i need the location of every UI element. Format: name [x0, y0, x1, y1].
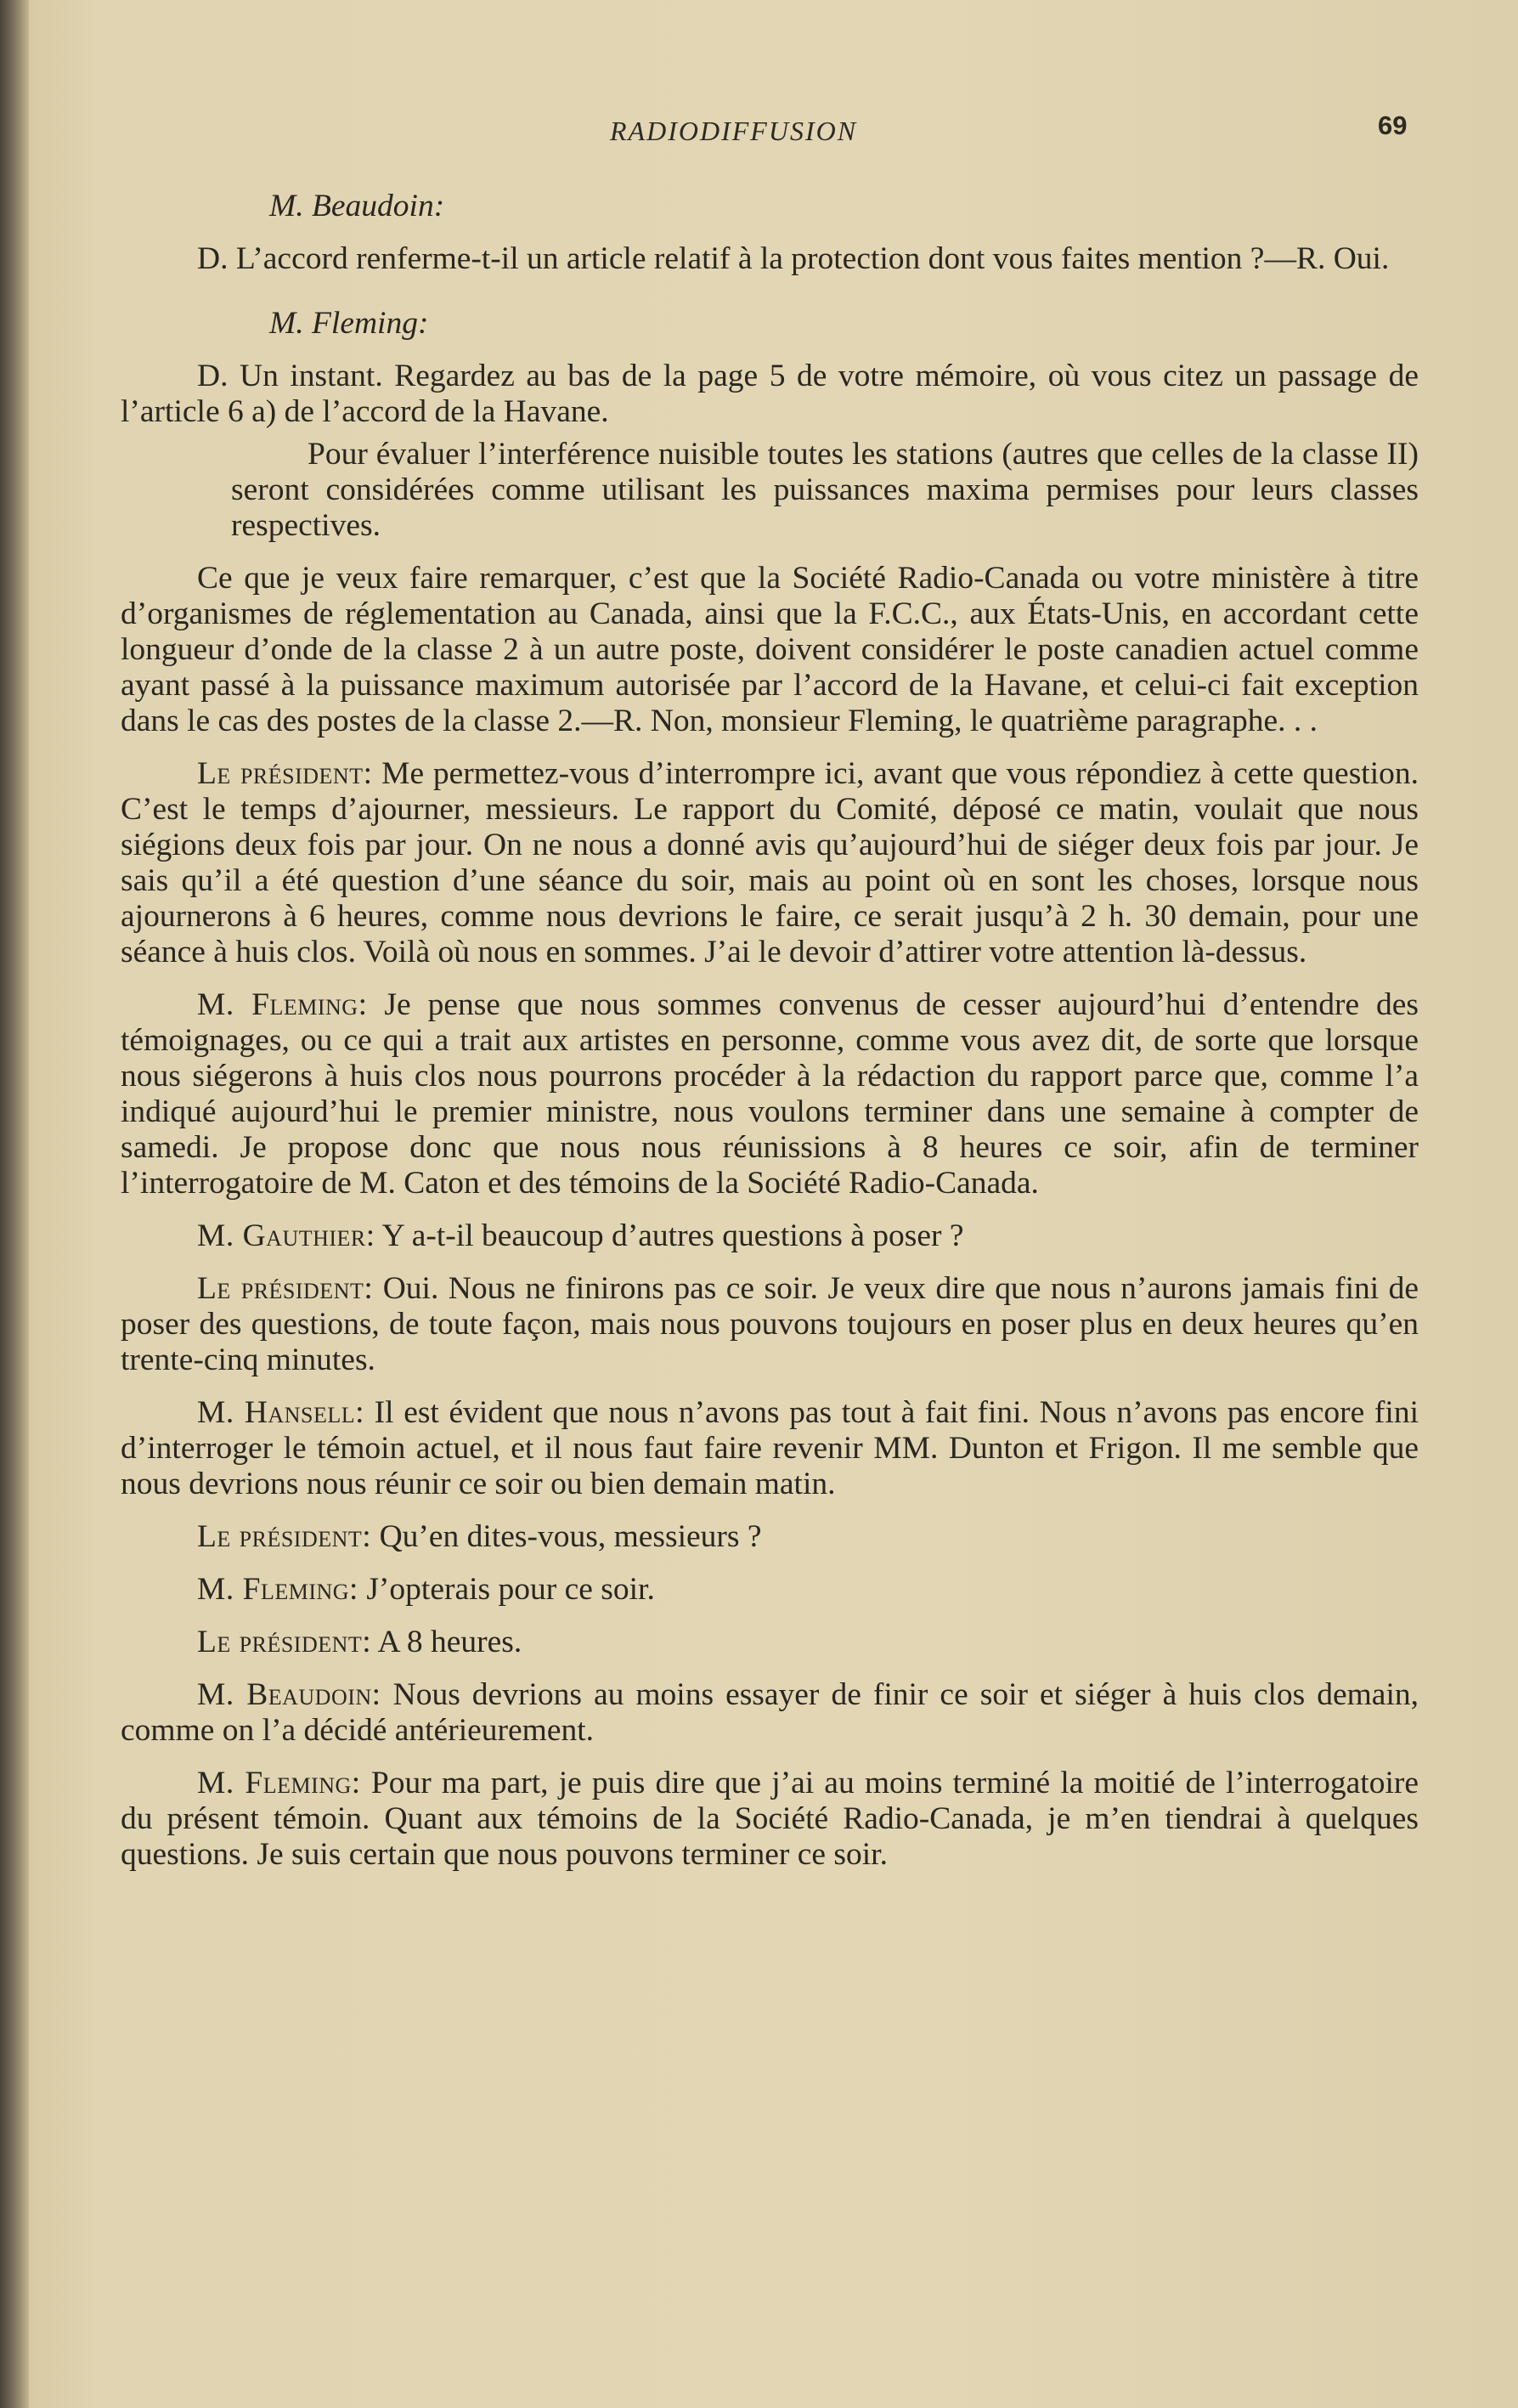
speech-paragraph	[121, 1766, 1419, 1873]
speech-text: Je pense que nous sommes convenus de cesser aujourd’hui d’entendre des témoignages, ou ce qui a trait aux artistes en personne, comme vous avez dit, de sorte que lorsque nous siégerons à huis clos nous pourrons procéder à la rédaction du rapport parce que, comme l’a indiqué aujourd’hui le premier ministre, nous voulons terminer dans une semaine à compter de samedi. Je propose donc que nous nous réunissions à 8 heures ce soir, afin de terminer l’interrogatoire de M. Caton et des témoins de la Société Radio-Canada.	[121, 987, 1419, 1201]
question-paragraph: D. L’accord renferme-t-il un article relatif à la protection dont vous faites mention ?—R. Oui.	[197, 241, 1390, 276]
running-head: RADIODIFFUSION	[610, 116, 858, 146]
speech-paragraph	[121, 987, 1419, 1201]
speech-paragraph	[121, 1572, 1419, 1608]
speech-text: Il est évident que nous n’avons pas tout à fait fini. Nous n’avons pas encore fini d’interroger le témoin actuel, et il nous faut faire revenir MM. Dunton et Frigon. Il me semble que nous devrions nous réunir ce soir ou bien demain matin.	[121, 1395, 1419, 1501]
speaker-name: Le président:	[197, 1271, 374, 1306]
speaker-name: Le président:	[197, 756, 373, 791]
speaker-name: M. Fleming:	[197, 987, 368, 1022]
speech-text: Pour ma part, je puis dire que j’ai au moins terminé la moitié de l’interrogatoire du présent témoin. Quant aux témoins de la Société Radio-Canada, je m’en tiendrai à quelques questions. Je suis certain que nous pouvons terminer ce soir.	[121, 1766, 1419, 1872]
question-paragraph: Ce que je veux faire remarquer, c’est que la Société Radio-Canada ou votre ministère à titre d’organismes de réglementation au Canada, ainsi que la F.C.C., aux États-Unis, en accordant cette longueur d’onde de la classe 2 à un autre poste, doivent considérer le poste canadien actuel comme ayant passé à la puissance maximum autorisée par l’accord de la Havane, et celui-ci fait exception dans le cas des postes de la classe 2.—R. Non, monsieur Fleming, le quatrième paragraphe. . .	[121, 561, 1419, 738]
speech-text: Oui. Nous ne finirons pas ce soir. Je veux dire que nous n’aurons jamais fini de poser des questions, de toute façon, mais nous pouvons toujours en poser plus en deux heures qu’en trente-cinq minutes.	[121, 1271, 1419, 1377]
speech-paragraph	[121, 1677, 1419, 1749]
speech-paragraph	[121, 1519, 1419, 1555]
speaker-name: M. Fleming:	[197, 1766, 361, 1800]
speech-paragraph	[121, 1625, 1419, 1660]
speech-paragraph	[121, 1271, 1419, 1378]
speaker-heading: M. Fleming:	[269, 306, 429, 341]
speaker-name: Le président:	[197, 1625, 372, 1659]
speech-text: J’opterais pour ce soir.	[366, 1572, 655, 1607]
page-body	[121, 189, 1419, 1890]
speech-text: Y a-t-il beaucoup d’autres questions à poser ?	[381, 1218, 964, 1253]
speaker-name: Le président:	[197, 1519, 372, 1554]
speaker-name: M. Fleming:	[197, 1572, 358, 1607]
speech-text: Nous devrions au moins essayer de finir ce soir et siéger à huis clos demain, comme on l’a décidé antérieurement.	[121, 1677, 1419, 1748]
question-paragraph: D. Un instant. Regardez au bas de la page 5 de votre mémoire, où vous citez un passage de l’article 6 a) de l’accord de la Havane.	[121, 359, 1419, 429]
speech-text: Qu’en dites-vous, messieurs ?	[379, 1519, 762, 1554]
speech-paragraph	[121, 756, 1419, 970]
speech-text: Me permettez-vous d’interrompre ici, avant que vous répondiez à cette question. C’est le temps d’ajourner, messieurs. Le rapport du Comité, déposé ce matin, voulait que nous siégions deux fois par jour. On ne nous a donné avis qu’aujourd’hui de siéger deux fois par jour. Je sais qu’il a été question d’une séance du soir, mais au point où en sont les choses, lorsque nous ajournerons à 6 heures, comme nous devrions le faire, ce serait jusqu’à 2 h. 30 demain, pour une séance à huis clos. Voilà où nous en sommes. J’ai le devoir d’attirer votre attention là-dessus.	[121, 756, 1419, 969]
speech-paragraph	[121, 1218, 1419, 1254]
speaker-name: M. Beaudoin:	[197, 1677, 381, 1712]
speaker-name: M. Hansell:	[197, 1395, 365, 1430]
speech-paragraph	[121, 1395, 1419, 1502]
page-number: 69	[1378, 110, 1408, 140]
book-binding-edge	[0, 0, 29, 2408]
speech-text: A 8 heures.	[377, 1625, 522, 1659]
quoted-article: Pour évaluer l’interférence nuisible toutes les stations (autres que celles de la classe II) seront considérées comme utilisant les puissances maxima permises pour leurs classes respectives.	[231, 437, 1419, 543]
speaker-name: M. Gauthier:	[197, 1218, 375, 1253]
speaker-heading: M. Beaudoin:	[269, 189, 445, 223]
